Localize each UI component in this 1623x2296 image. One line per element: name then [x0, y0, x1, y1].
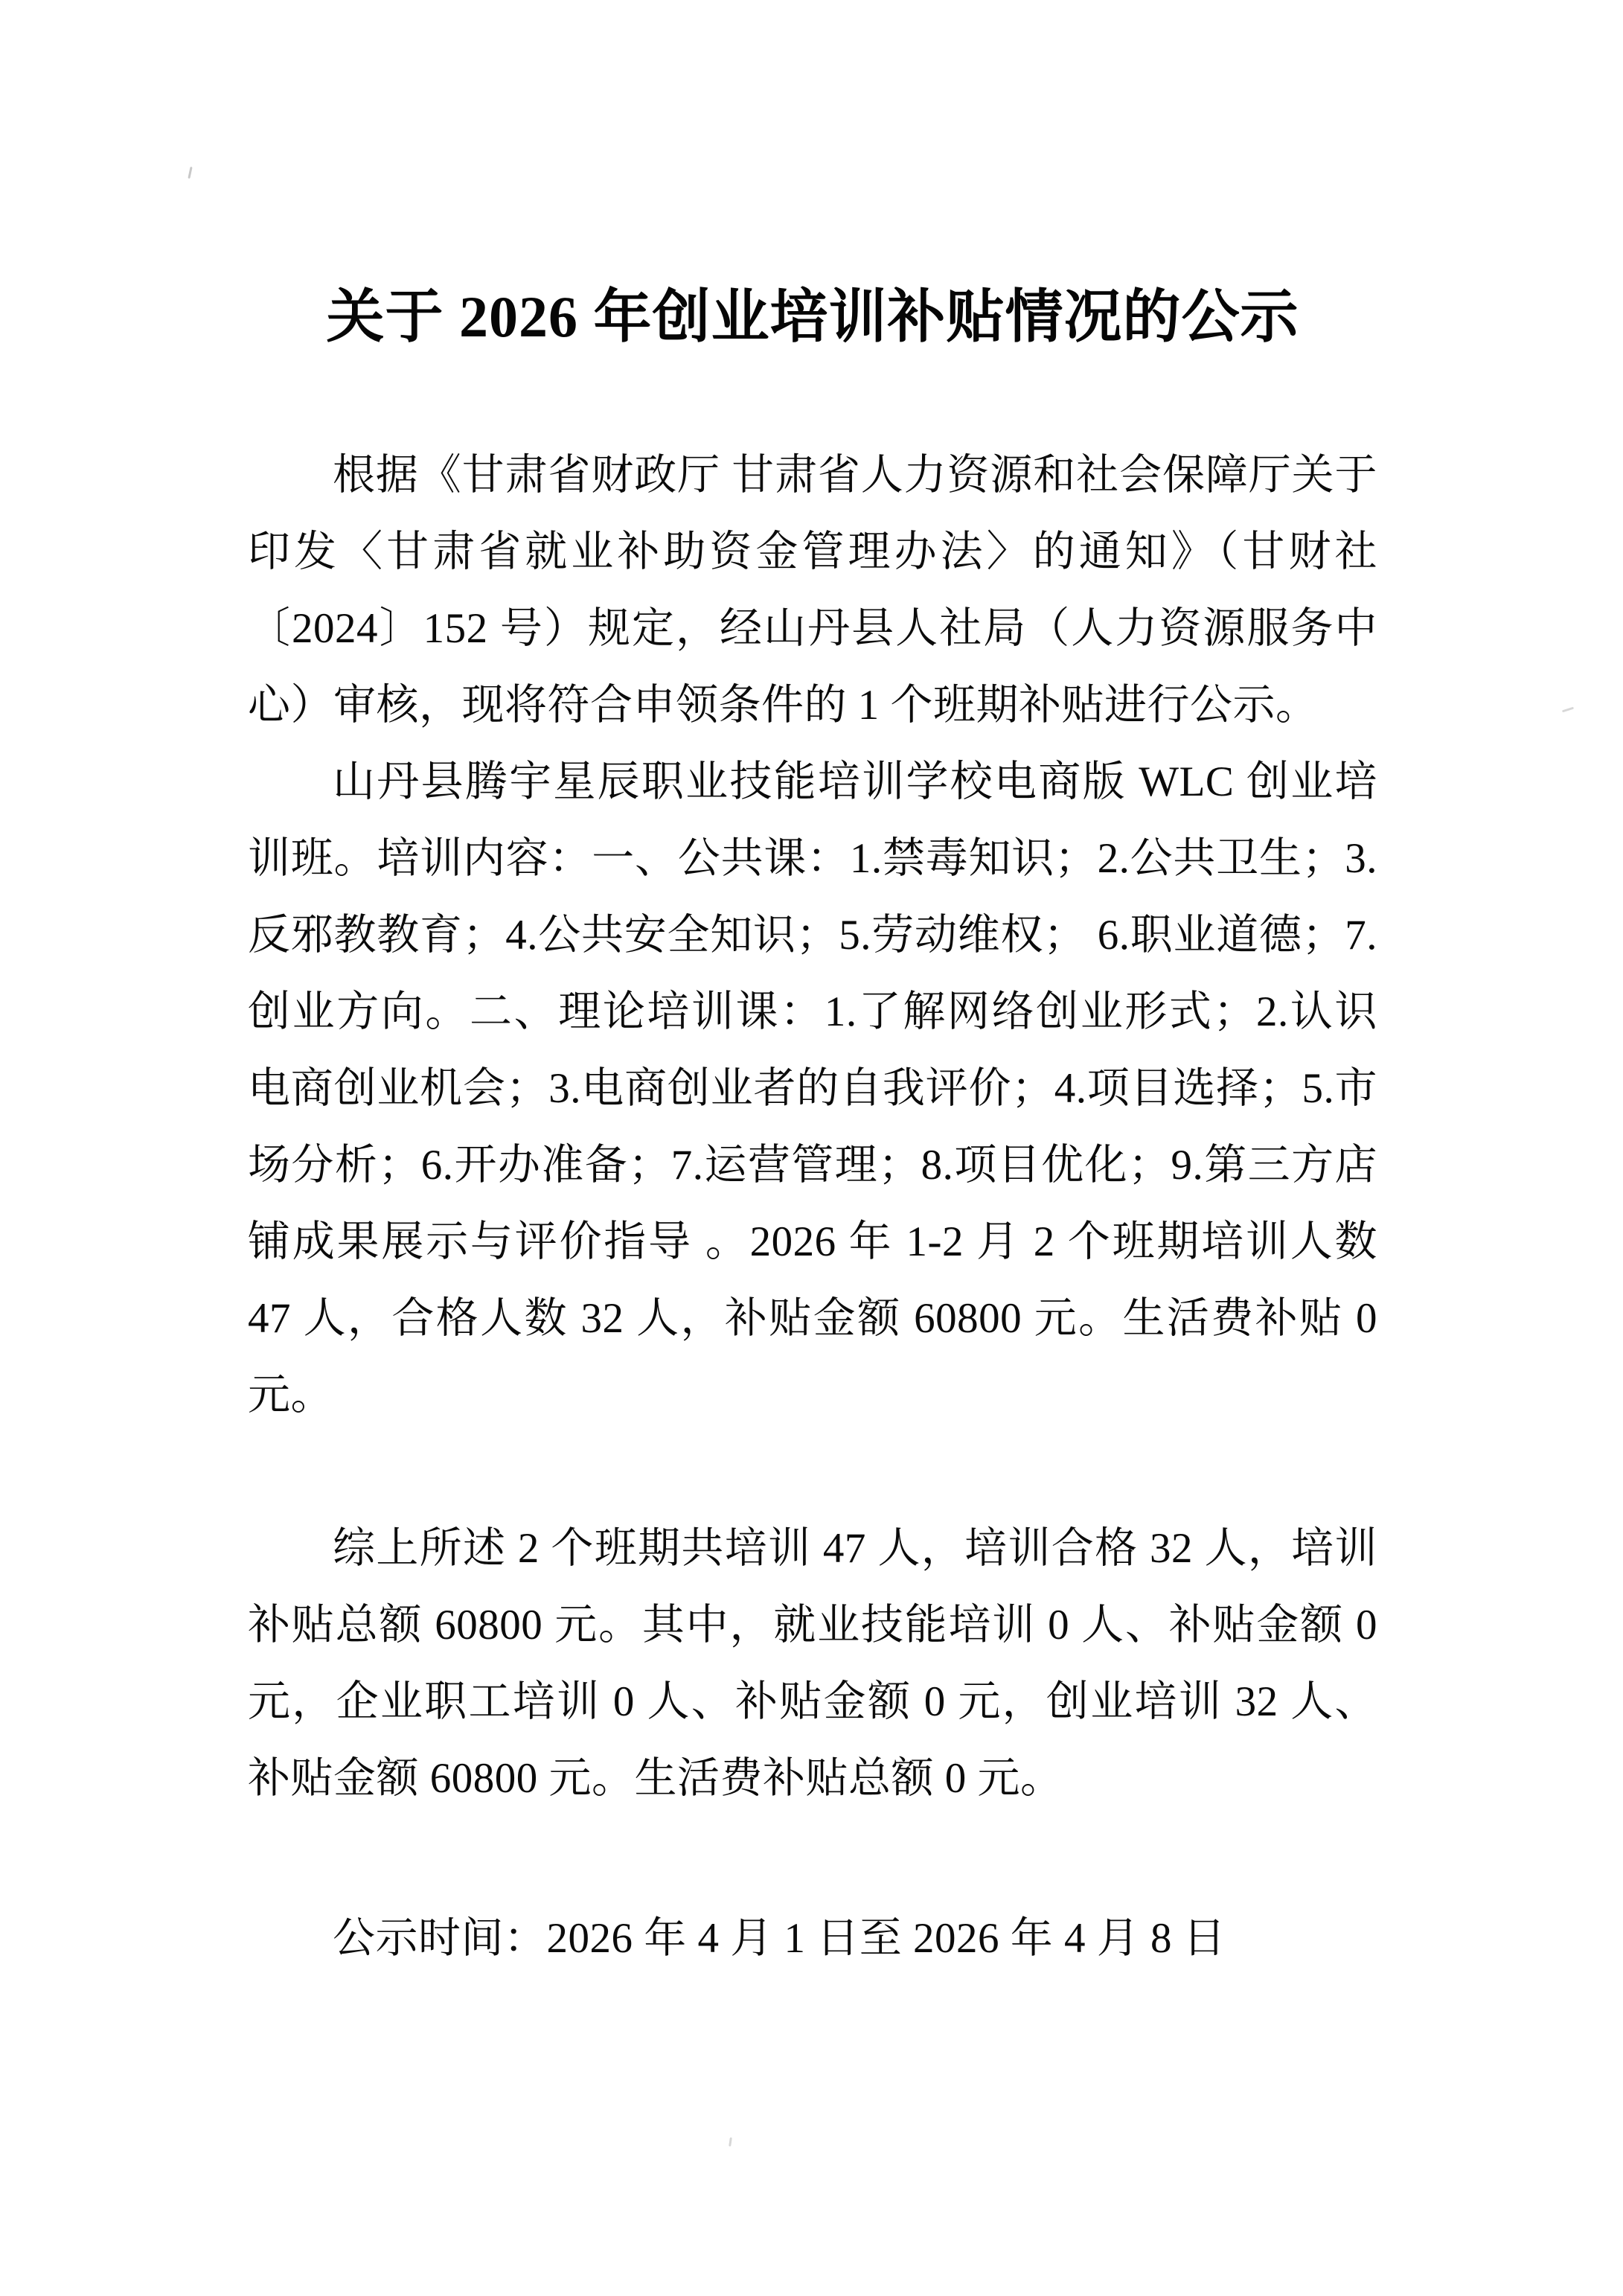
- publicity-period: 公示时间：2026 年 4 月 1 日至 2026 年 4 月 8 日: [333, 1915, 1226, 1963]
- paragraph-training-details: 山丹县腾宇星辰职业技能培训学校电商版 WLC 创业培训班。培训内容：一、公共课：1.禁毒知识；2.公共卫生；3.反邪教教育；4.公共安全知识；5.劳动维权； 6.职业道德；7.创业方向。二、理论培训课：1.了解网络创业形式；2.认识电商创业机会；3.电商创业者的自我评价；4.项目选择；5.市场分析；6.开办准备；7.运营管理；8.项目优化；9.第三方店铺成果展示与评价指导 。2026 年 1-2 月 2 个班期培训人数 47 人，合格人数 32 人，补贴金额 60800 元。生活费补贴 0 元。: [248, 758, 1377, 1419]
- paragraph-summary: 综上所述 2 个班期共培训 47 人，培训合格 32 人，培训补贴总额 60800 元。其中，就业技能培训 0 人、补贴金额 0 元，企业职工培训 0 人、补贴金额 0 元，创业培训 32 人、补贴金额 60800 元。生活费补贴总额 0 元。: [248, 1525, 1377, 1803]
- document-content: [248, 0, 1377, 1977]
- scan-speck: [729, 2137, 732, 2146]
- document-title: 关于 2026 年创业培训补贴情况的公示: [326, 284, 1299, 349]
- scan-speck: [1562, 707, 1574, 713]
- scan-speck: [188, 167, 192, 179]
- paragraph-legal-basis: 根据《甘肃省财政厅 甘肃省人力资源和社会保障厅关于印发〈甘肃省就业补助资金管理办法〉的通知》（甘财社〔2024〕152 号）规定，经山丹县人社局（人力资源服务中心）审核，现将符合申领条件的 1 个班期补贴进行公示。: [248, 452, 1377, 729]
